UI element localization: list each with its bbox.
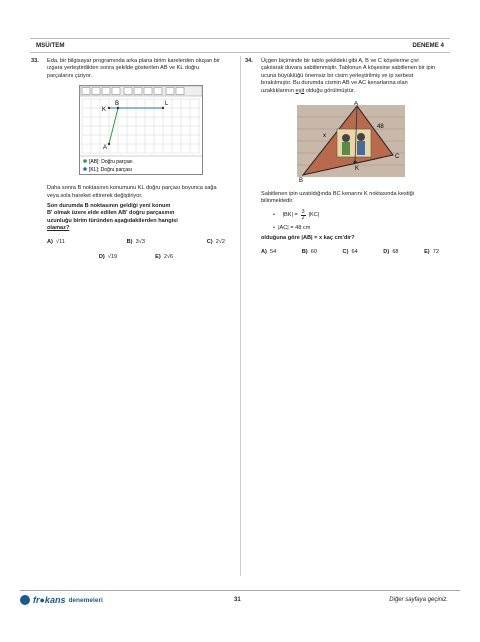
logo-icon (20, 595, 30, 605)
option-b[interactable]: B) 3√3 (126, 238, 145, 245)
question-33 (33, 58, 225, 261)
column-divider (240, 56, 241, 576)
option-d[interactable]: D) 68 (383, 248, 399, 255)
legend-kl: [KL]: Doğru parçası (89, 167, 133, 174)
page-header (30, 38, 450, 53)
svg-text:K: K (355, 166, 360, 173)
question-number: 33. (31, 58, 39, 64)
question-paragraph: Daha sonra B noktasının konumunu KL doğru parçası boyunca sağa veya sola hareket ettirerek değiştiriyor. (47, 185, 217, 199)
svg-text:x: x (323, 133, 326, 140)
label-b: B (115, 101, 120, 108)
option-a[interactable]: A) √11 (47, 238, 65, 245)
picture (337, 129, 371, 157)
svg-text:48: 48 (377, 124, 384, 131)
svg-text:B: B (299, 178, 304, 184)
triangle-figure (293, 101, 409, 183)
option-c[interactable]: C) 64 (342, 248, 358, 255)
answer-options (261, 249, 439, 256)
label-k: K (102, 107, 107, 114)
option-d[interactable]: D) √19 (98, 254, 118, 261)
option-e[interactable]: E) 2√6 (155, 254, 174, 261)
svg-text:A: A (354, 101, 359, 108)
toolbar (80, 86, 202, 96)
question-34 (247, 58, 439, 256)
label-l: L (165, 101, 169, 108)
answer-options-row2 (47, 254, 225, 261)
label-a: A (103, 145, 108, 152)
question-prompt: Son durumda B noktasının geldiği yeni konum B' olmak üzere elde edilen AB' doğru parçasının uzunluğu birim türünden aşağıdakilerden hangisi olamaz? (47, 203, 178, 232)
option-a[interactable]: A) 54 (261, 248, 277, 255)
question-number: 34. (245, 58, 253, 64)
brand-logo (20, 595, 103, 605)
option-e[interactable]: E) 72 (424, 248, 439, 255)
header-right: DENEME 4 (412, 42, 444, 49)
page-number: 31 (234, 597, 241, 603)
option-b[interactable]: B) 60 (301, 248, 318, 255)
question-prompt: olduğuna göre |AB| = x kaç cm'dir? (261, 235, 355, 242)
next-page-note: Diğer sayfaya geçiniz. (389, 597, 448, 603)
option-c[interactable]: C) 2√2 (206, 238, 225, 245)
question-intro: Üçgen biçiminde bir tablo şekildeki gibi A, B ve C köşelerine çivi çakılarak duvara sabitlenmiştir. Tablonun A köşesine sabitlenen bir ipin ucuna büyüklüğü önemsiz bir cisim yerleştirilmiş ve ip serbest bırakılmıştır. Bu durumda cismin AB ve AC kenarlarına olan uzaklıklarının eşit olduğu görülmüştür. (261, 58, 436, 94)
question-intro: Eda, bir bilgisayar programında arka plana birim karelerden oluşan bir ızgara yerleştirdikten sonra şekilde gösterilen AB ve KL doğru parçalarını çiziyor. (47, 58, 220, 79)
header-left: MSÜ/TEM (36, 42, 65, 49)
answer-options-row1 (47, 239, 225, 246)
brand-sub: denemeleri (68, 596, 103, 604)
grid-figure (79, 85, 203, 175)
svg-text:C: C (395, 154, 400, 161)
brand-name: fr●kans (33, 595, 66, 605)
legend-ab: [AB]: Doğru parçası (89, 159, 133, 166)
condition-1: • |BK| = $\frac{3}{2}$ |KC| (273, 208, 320, 222)
question-paragraph: Sabitlenen ipin uzatıldığında BC kenarını K noktasında kestiği bilinmektedir. (261, 191, 414, 205)
condition-2: • |AC| = 48 cm (273, 224, 311, 231)
page-footer (20, 590, 460, 609)
